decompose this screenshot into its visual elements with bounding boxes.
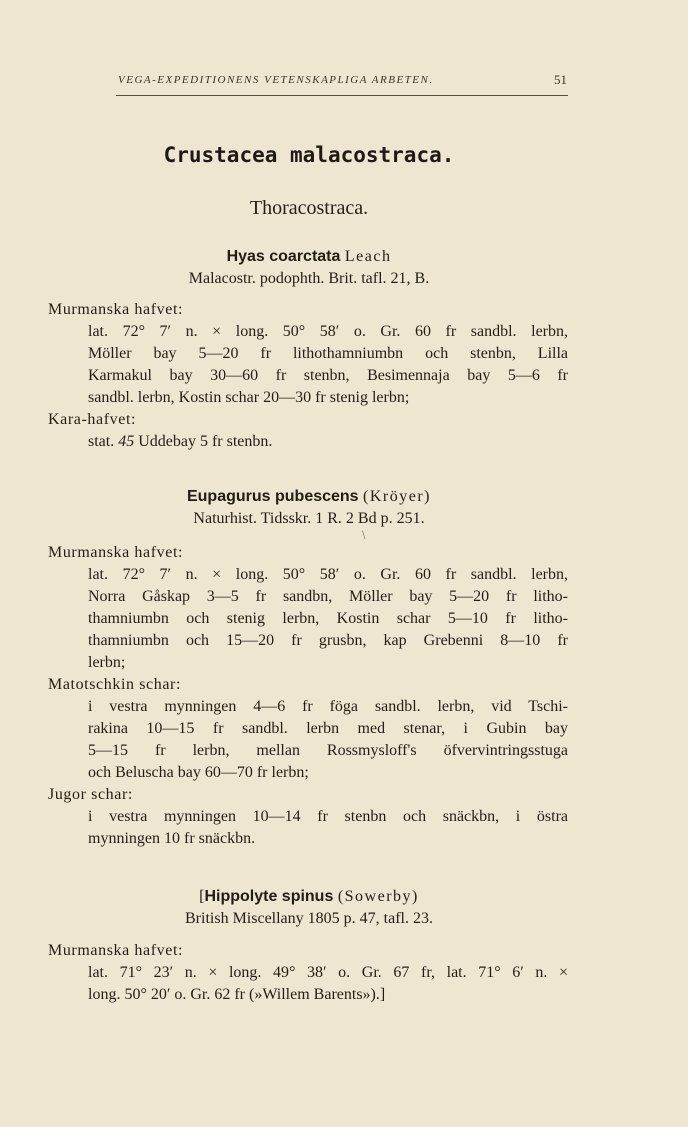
station-line [88,433,272,451]
locality-line: mynningen 10 fr snäckbn. [88,830,256,847]
page-number: 51 [554,72,567,87]
region-label: Murmanska hafvet: [48,544,184,561]
region-label: Matotschkin schar: [48,676,181,693]
locality-line: lat. 71° 23′ n. × long. 49° 38′ o. Gr. 67 fr, lat. 71° 6′ n. × [88,964,568,981]
locality-line: Möller bay 5—20 fr lithothamniumbn och stenbn, Lilla [88,345,568,362]
locality-line: sandbl. lerbn, Kostin schar 20—30 fr stenig lerbn; [88,389,410,406]
subtitle: Thoracostraca. [249,197,369,219]
species-author: (Sowerby) [337,888,419,905]
species-reference: British Miscellany 1805 p. 47, tafl. 23. [185,910,433,927]
bracket-close: ] [379,986,386,1003]
species-name-eupagurus [0,488,618,506]
print-speck: \ [362,530,366,541]
running-header: VEGA-EXPEDITIONENS VETENSKAPLIGA ARBETEN. [118,74,434,86]
species-binomial: Hyas coarctata [226,248,341,265]
locality-line: Karmakul bay 30—60 fr stenbn, Besimennaja bay 5—6 fr [88,367,568,384]
species-author: (Kröyer) [363,488,431,505]
locality-line: thamniumbn och 15—20 fr grusbn, kap Grebenni 8—10 fr [88,632,568,649]
locality-line: Norra Gåskap 3—5 fr sandbn, Möller bay 5—20 fr litho- [88,588,568,605]
locality-line: rakina 10—15 fr sandbl. lerbn med stenar, i Gubin bay [88,720,568,737]
region-label: Kara-hafvet: [48,411,137,428]
locality-line: thamniumbn och stenig lerbn, Kostin schar 5—10 fr litho- [88,610,568,627]
locality-line: lat. 72° 7′ n. × long. 50° 58′ o. Gr. 60 fr sandbl. lerbn, [88,323,568,340]
header-rule [116,95,568,96]
locality-line [88,986,385,1004]
locality-line-text: long. 50° 20′ o. Gr. 62 fr (»Willem Barents»). [88,986,380,1003]
station-text: Uddebay 5 fr stenbn. [138,433,273,450]
species-name-hyas [0,248,618,266]
locality-line: i vestra mynningen 10—14 fr stenbn och snäckbn, i östra [88,808,568,825]
species-author: Leach [344,248,392,265]
species-name-hippolyte [0,888,618,906]
locality-line: och Beluscha bay 60—70 fr lerbn; [88,764,309,781]
species-binomial: Eupagurus pubescens [186,488,359,505]
locality-line: 5—15 fr lerbn, mellan Rossmysloff's öfvervintringsstuga [88,742,568,759]
locality-line: lat. 72° 7′ n. × long. 50° 58′ o. Gr. 60 fr sandbl. lerbn, [88,566,568,583]
main-title: Crustacea malacostraca. [163,143,455,167]
station-prefix: stat. [88,433,115,450]
locality-line: lerbn; [88,654,126,671]
bracket-open: [ [199,888,205,905]
species-reference: Naturhist. Tidsskr. 1 R. 2 Bd p. 251. [193,510,425,527]
species-binomial: Hippolyte spinus [204,888,334,905]
region-label: Murmanska hafvet: [48,301,184,318]
region-label: Jugor schar: [48,786,133,803]
region-label: Murmanska hafvet: [48,942,184,959]
species-reference: Malacostr. podophth. Brit. tafl. 21, B. [188,270,430,287]
locality-line: i vestra mynningen 4—6 fr föga sandbl. lerbn, vid Tschi- [88,698,568,715]
station-number: 45 [118,433,135,450]
